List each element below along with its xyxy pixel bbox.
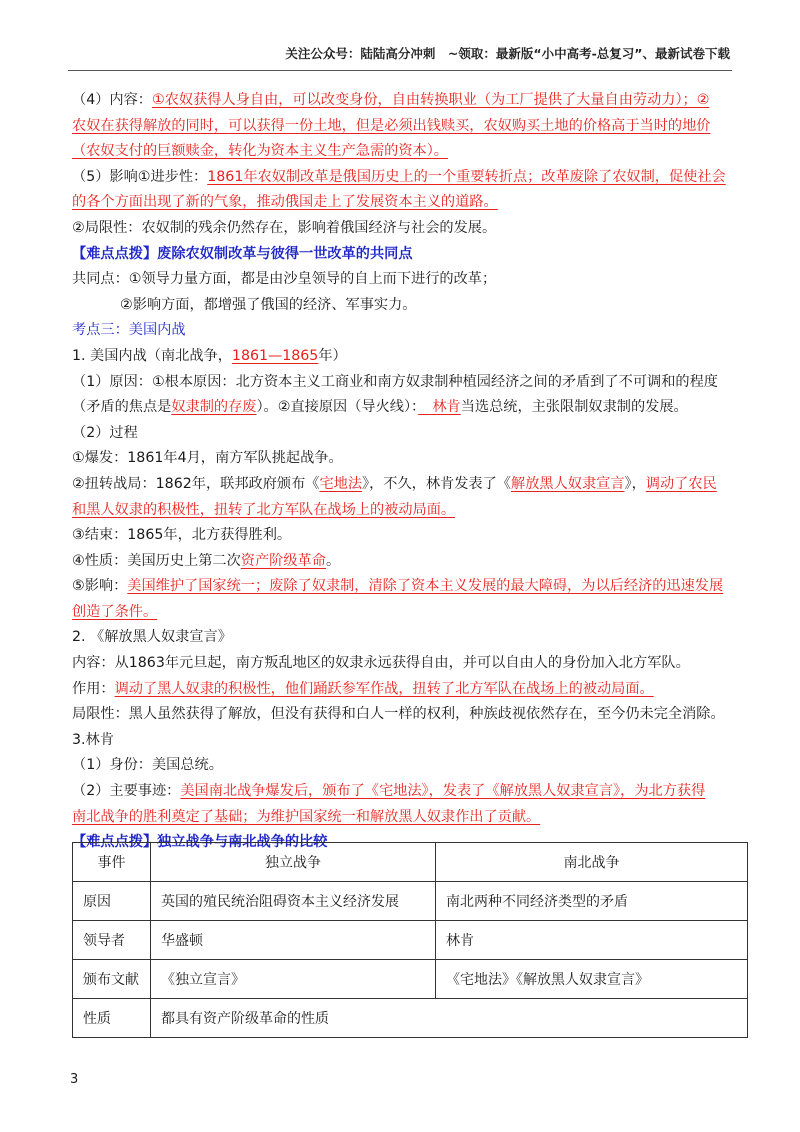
answer-text: 南北战争的胜利奠定了基础；为维护国家统一和解放黑人奴隶作出了贡献。	[72, 808, 541, 825]
label: （4）内容：	[72, 92, 152, 108]
answer-text: 调动了黑人奴隶的积极性，他们踊跃参军作战，扭转了北方军队在战场上的被动局面。	[114, 680, 654, 697]
text-line: 共同点：①领导力量方面，都是由沙皇领导的自上而下进行的改革；	[72, 271, 497, 288]
answer-text: 解放黑人奴隶宣言	[511, 475, 625, 492]
table-header-cell: 事件	[73, 843, 151, 882]
table-cell: 颁布文献	[73, 960, 151, 999]
text-line	[72, 677, 732, 703]
table-cell: 林肯	[436, 921, 748, 960]
text-line: ①爆发：1861年4月，南方军队挑起战争。	[72, 450, 343, 467]
page-number: 3	[70, 1072, 79, 1087]
answer-text: （农奴支付的巨额赎金，转化为资本主义生产急需的资本）。	[72, 143, 448, 160]
label: （2）主要事迹：	[72, 783, 181, 800]
label: 。	[325, 552, 341, 569]
section-heading: 【难点点拨】独立战争与南北战争的比较	[72, 834, 328, 851]
answer-text: 1861年农奴制改革是俄国历史上的一个重要转折点；改革废除了农奴制，促使社会	[207, 168, 726, 185]
label: 作用：	[72, 680, 115, 697]
table-header-row	[73, 843, 748, 882]
table-row	[73, 921, 748, 960]
answer-text: 美国维护了国家统一；废除了奴隶制，清除了资本主义发展的最大障碍，为以后经济的迅速发展	[127, 578, 724, 595]
table-cell: 原因	[73, 882, 151, 921]
table-row	[73, 882, 748, 921]
text-line	[72, 165, 732, 191]
table-cell: 英国的殖民统治阻碍资本主义经济发展	[151, 882, 436, 921]
answer-text: 的各个方面出现了新的气象，推动俄国走上了发展资本主义的道路。	[72, 194, 498, 211]
text-line: 局限性：黑人虽然获得了解放，但没有获得和白人一样的权利，种族歧视依然存在，至今仍未完全消除。	[72, 706, 725, 723]
answer-text: 美国南北战争爆发后，颁布了《宅地法》，发表了《解放黑人奴隶宣言》，为北方获得	[180, 783, 706, 800]
text-line: ③结束：1865年，北方获得胜利。	[72, 527, 292, 544]
text-line: 内容：从1863年元旦起，南方叛乱地区的奴隶永远获得自由，并可以自由人的身份加入北方军队。	[72, 655, 690, 672]
table-header-cell: 南北战争	[436, 843, 748, 882]
text-line: ②局限性：农奴制的残余仍然存在，影响着俄国经济与社会的发展。	[72, 219, 497, 236]
label: 年）	[318, 347, 347, 364]
label: 1. 美国内战（南北战争，	[72, 347, 232, 364]
answer-text: 农奴在获得解放的同时，可以获得一份土地，但是必须出钱赎买，农奴购买土地的价格高于当时的地价	[72, 117, 711, 134]
table-cell: 领导者	[73, 921, 151, 960]
text-line: 3.林肯	[72, 731, 114, 748]
section-heading: 考点三：美国内战	[72, 322, 186, 339]
label: 》，不久，林肯发表了《	[362, 475, 511, 492]
label: ⑤影响：	[72, 578, 128, 595]
answer-text: ①农奴获得人身自由，可以改变身份，自由转换职业（为工厂提供了大量自由劳动力）；②	[151, 92, 710, 108]
label: ②扭转战局：1862年，联邦政府颁布《	[72, 475, 320, 492]
table-cell: 华盛顿	[151, 921, 436, 960]
label: （矛盾的焦点是	[72, 399, 172, 416]
table-cell: 南北两种不同经济类型的矛盾	[436, 882, 748, 921]
answer-text: 资产阶级革命	[240, 552, 326, 569]
table-row	[73, 999, 748, 1038]
table-cell: 性质	[73, 999, 151, 1038]
answer-text: 宅地法	[319, 475, 363, 492]
text-line	[72, 395, 732, 421]
text-line	[72, 574, 732, 600]
answer-text: 和黑人奴隶的积极性，扭转了北方军队在战场上的被动局面。	[72, 501, 456, 518]
text-line	[72, 472, 732, 498]
text-line	[72, 88, 732, 114]
answer-text: 调动了农民	[645, 475, 717, 492]
answer-text: 林肯	[418, 399, 461, 416]
document-body	[72, 88, 732, 856]
answer-text: 1861—1865	[231, 347, 319, 364]
answer-text: 奴隶制的存废	[171, 399, 257, 416]
text-line: ②影响方面，都增强了俄国的经济、军事实力。	[120, 296, 417, 313]
label: ）。②直接原因（导火线）：	[256, 399, 419, 416]
page-header: 关注公众号：陆陆高分冲刺 ~领取：最新版“小中高考-总复习”、最新试卷下载	[285, 46, 730, 61]
table-cell: 《宅地法》《解放黑人奴隶宣言》	[436, 960, 748, 999]
label: ④性质：美国历史上第二次	[72, 552, 241, 569]
table-header-cell: 独立战争	[151, 843, 436, 882]
text-line: 2. 《解放黑人奴隶宣言》	[72, 629, 232, 646]
comparison-table	[72, 842, 748, 1038]
section-heading: 【难点点拨】废除农奴制改革与彼得一世改革的共同点	[72, 245, 413, 262]
text-line	[72, 344, 732, 370]
table-cell: 《独立宣言》	[151, 960, 436, 999]
text-line	[72, 779, 732, 805]
text-line	[72, 549, 732, 575]
text-line: （1）身份：美国总统。	[72, 757, 223, 774]
label: 当选总统，主张限制奴隶制的发展。	[460, 399, 688, 416]
table-cell: 都具有资产阶级革命的性质	[151, 999, 748, 1038]
answer-text: 创造了条件。	[72, 603, 158, 620]
label: 》，	[624, 475, 646, 492]
text-line: （2）过程	[72, 424, 138, 441]
text-line: （1）原因：①根本原因：北方资本主义工商业和南方奴隶制种植园经济之间的矛盾到了不可调和的程度	[72, 373, 718, 390]
label: （5）影响①进步性：	[72, 168, 208, 185]
header-divider	[68, 70, 732, 71]
table-row	[73, 960, 748, 999]
